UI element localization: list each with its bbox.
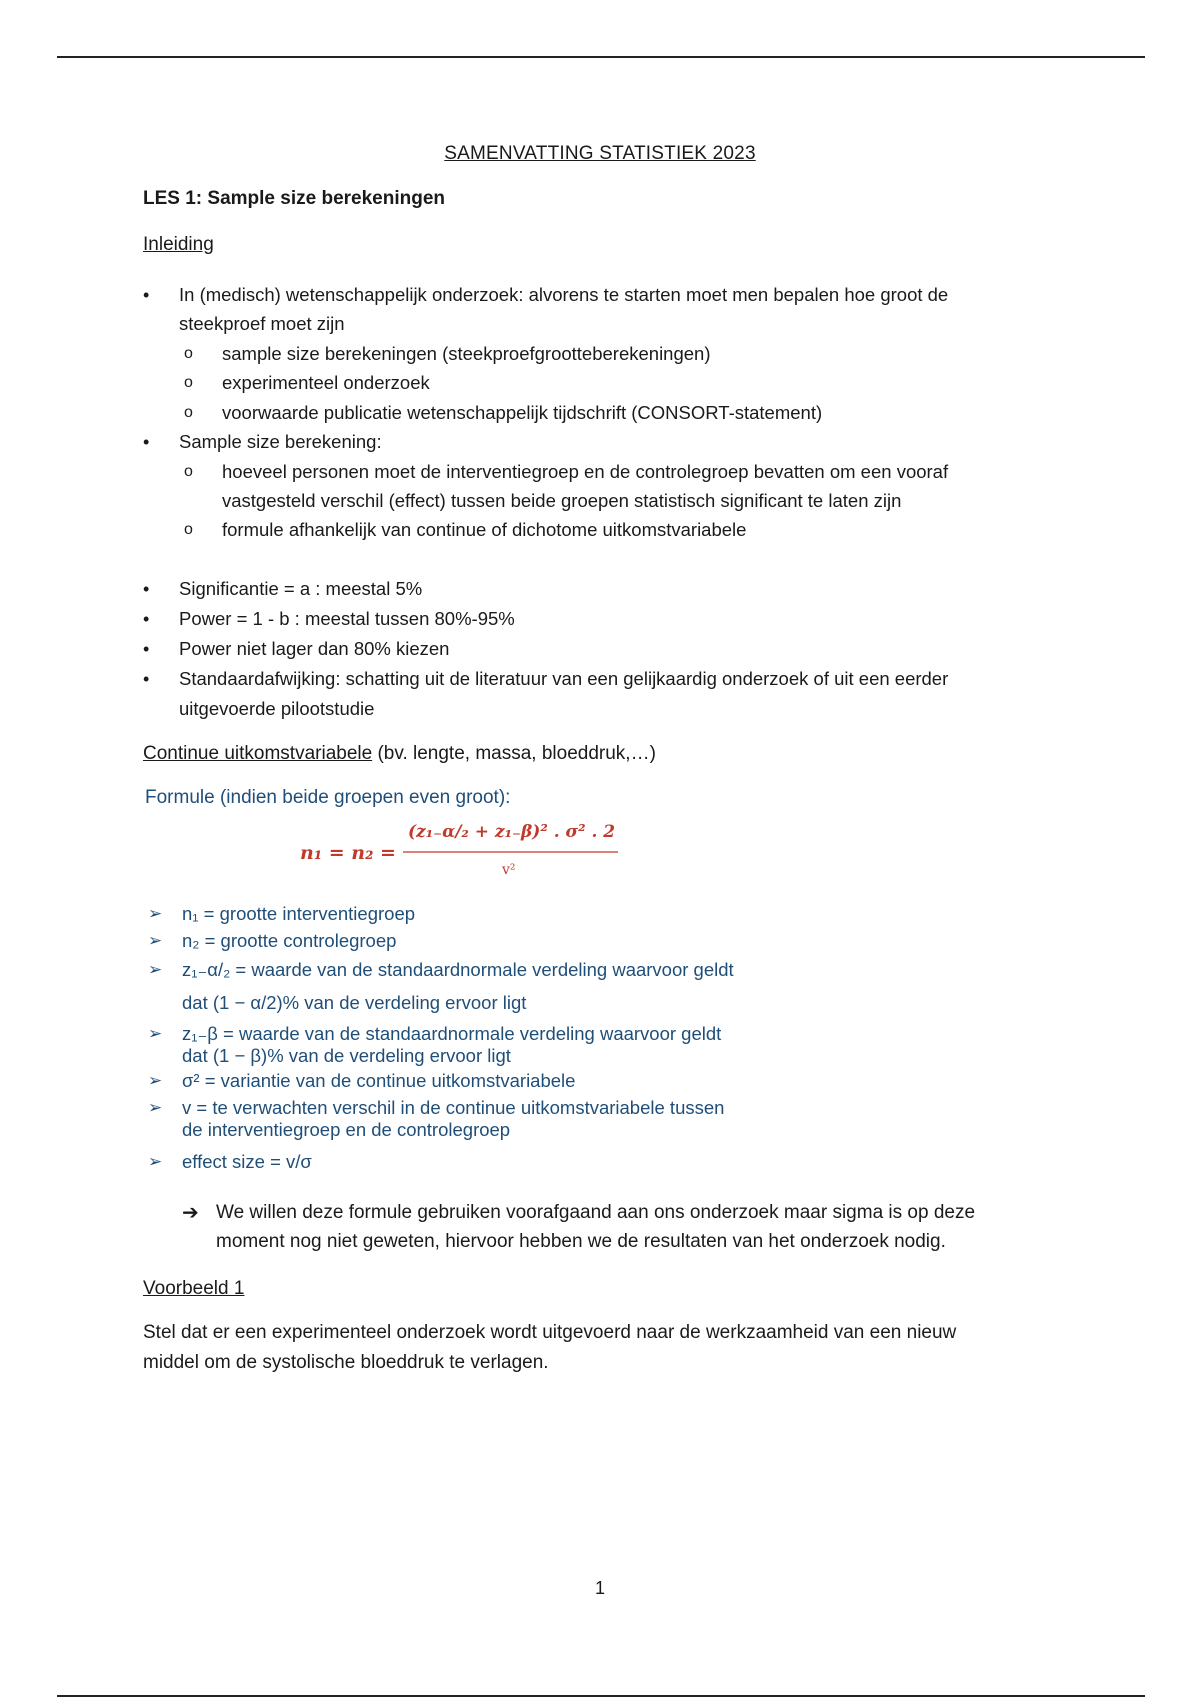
section-heading-voorbeeld: Voorbeeld 1 [143, 1278, 245, 1299]
param-power: Power = 1 - b : meestal tussen 80%-95% [179, 608, 515, 629]
arrowhead-bullet-icon: ➢ [148, 1071, 163, 1090]
def-v: v = te verwachten verschil in de continue uitkomstvariabele tussen [182, 1097, 725, 1118]
param-power-min: Power niet lager dan 80% kiezen [179, 638, 450, 659]
arrowhead-bullet-icon: ➢ [148, 1024, 163, 1043]
circle-bullet-icon: o [184, 374, 193, 391]
def-z-alpha-cont: dat (1 − α/2)% van de verdeling ervoor ligt [182, 992, 527, 1013]
param-significance: Significantie = a : meestal 5% [179, 578, 423, 599]
circle-bullet-icon: o [184, 463, 193, 480]
bullet-dot-icon: • [143, 669, 150, 689]
bottom-rule [57, 1695, 1145, 1697]
bullet-dot-icon: • [143, 579, 150, 599]
page-title: SAMENVATTING STATISTIEK 2023 [444, 143, 756, 164]
formula-label: Formule (indien beide groepen even groot): [145, 787, 511, 808]
sample-size-formula [300, 812, 630, 878]
param-std-cont: uitgevoerde pilootstudie [179, 698, 375, 719]
formula-lhs: n₁ = n₂ = [300, 842, 396, 864]
section-heading-continue [143, 743, 656, 765]
arrowhead-bullet-icon: ➢ [148, 1098, 163, 1117]
bullet-dot-icon: • [143, 432, 150, 452]
arrowhead-bullet-icon: ➢ [148, 931, 163, 950]
intro-bullet-1: In (medisch) wetenschappelijk onderzoek: alvorens te starten moet men bepalen hoe groot de [179, 284, 949, 305]
right-arrow-icon: ➔ [182, 1202, 199, 1224]
arrowhead-bullet-icon: ➢ [148, 1152, 163, 1171]
bullet-dot-icon: • [143, 639, 150, 659]
formula-denominator: v² [502, 862, 516, 878]
circle-bullet-icon: o [184, 345, 193, 362]
arrowhead-bullet-icon: ➢ [148, 904, 163, 923]
def-variance: σ² = variantie van de continue uitkomstvariabele [182, 1070, 576, 1091]
lesson-heading: LES 1: Sample size berekeningen [143, 188, 445, 209]
example-line-2: middel om de systolische bloeddruk te verlagen. [143, 1352, 549, 1373]
def-v-cont: de interventiegroep en de controlegroep [182, 1119, 511, 1140]
note-line-1: We willen deze formule gebruiken voorafgaand aan ons onderzoek maar sigma is op deze [216, 1202, 976, 1223]
intro-sub-5: formule afhankelijk van continue of dichotome uitkomstvariabele [222, 519, 747, 540]
intro-sub-4: hoeveel personen moet de interventiegroep en de controlegroep bevatten om een vooraf [222, 461, 949, 482]
intro-sub-1: sample size berekeningen (steekproefgrootteberekeningen) [222, 343, 711, 364]
arrowhead-bullet-icon: ➢ [148, 960, 163, 979]
intro-bullet-2: Sample size berekening: [179, 431, 382, 452]
bullet-dot-icon: • [143, 609, 150, 629]
def-n1: n₁ = grootte interventiegroep [182, 903, 416, 924]
def-z-beta: z₁₋β = waarde van de standaardnormale verdeling waarvoor geldt [182, 1023, 722, 1044]
def-n2: n₂ = grootte controlegroep [182, 930, 397, 951]
intro-sub-3: voorwaarde publicatie wetenschappelijk tijdschrift (CONSORT-statement) [222, 402, 823, 423]
intro-sub-4-cont: vastgesteld verschil (effect) tussen beide groepen statistisch significant te laten zijn [222, 490, 902, 511]
def-z-beta-cont: dat (1 − β)% van de verdeling ervoor ligt [182, 1045, 511, 1066]
intro-bullet-1-cont: steekproef moet zijn [179, 313, 345, 334]
page-number: 1 [594, 1578, 605, 1598]
note-line-2: moment nog niet geweten, hiervoor hebben we de resultaten van het onderzoek nodig. [216, 1231, 946, 1252]
bullet-dot-icon: • [143, 285, 150, 305]
section-heading-inleiding: Inleiding [143, 234, 214, 255]
circle-bullet-icon: o [184, 404, 193, 421]
section-continue-label: Continue uitkomstvariabele [143, 743, 373, 764]
example-line-1: Stel dat er een experimenteel onderzoek wordt uitgevoerd naar de werkzaamheid van een nieuw [143, 1322, 957, 1343]
def-effect-size: effect size = v/σ [182, 1151, 312, 1172]
def-z-alpha: z₁₋α/₂ = waarde van de standaardnormale verdeling waarvoor geldt [182, 959, 734, 980]
intro-sub-2: experimenteel onderzoek [222, 372, 430, 393]
circle-bullet-icon: o [184, 521, 193, 538]
section-continue-examples: (bv. lengte, massa, bloeddruk,…) [372, 743, 656, 764]
top-rule [57, 56, 1145, 58]
param-std: Standaardafwijking: schatting uit de literatuur van een gelijkaardig onderzoek of uit een eerder [179, 668, 949, 689]
formula-numerator: (z₁₋α/₂ + z₁₋β)² . σ² . 2 [408, 822, 616, 842]
